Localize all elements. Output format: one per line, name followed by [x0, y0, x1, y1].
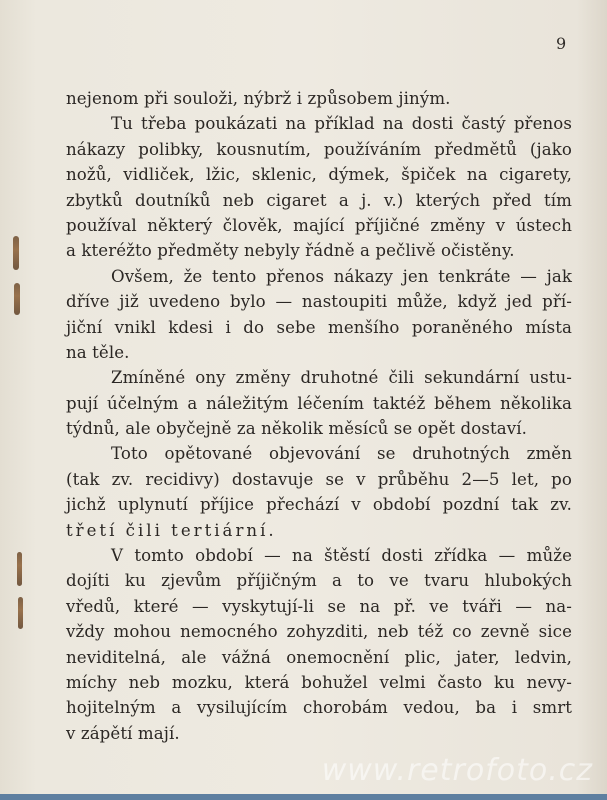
binding-stain — [14, 283, 20, 315]
text-line: nožů, vidliček, lžic, sklenic, dýmek, špiček na cigarety, — [66, 165, 572, 185]
text-line: v zápětí mají. — [66, 723, 180, 743]
text-line: míchy neb mozku, která bohužel velmi často ku nevy- — [66, 672, 572, 692]
text-line: Toto opětované objevování se druhotných změn — [111, 444, 572, 464]
text-line: Tu třeba poukázati na příklad na dosti častý přenos — [111, 114, 572, 134]
body-text — [66, 86, 572, 746]
page-number: 9 — [556, 34, 567, 53]
text-line: nákazy polibky, kousnutím, používáním předmětů (jako — [66, 139, 572, 159]
text-line: V tomto období — na štěstí dosti zřídka — může — [111, 546, 572, 566]
text-line: vředů, které — vyskytují-li se na př. ve tváři — na- — [66, 596, 572, 616]
text-line: dříve již uvedeno bylo — nastoupiti může, když jed pří- — [66, 292, 572, 312]
text-line: pují účelným a náležitým léčením taktéž během několika — [66, 393, 572, 413]
text-line: týdnů, ale obyčejně za několik měsíců se opět dostaví. — [66, 419, 527, 439]
text-line: Zmíněné ony změny druhotné čili sekundární ustu- — [111, 368, 572, 388]
watermark: www.retrofoto.cz — [321, 753, 593, 788]
text-line: vždy mohou nemocného zohyzditi, neb též co zevně sice — [66, 622, 572, 642]
text-line: používal některý člověk, mající příjičné změny v ústech — [66, 215, 572, 235]
text-line: a kteréžto předměty nebyly řádně a pečlivě očistěny. — [66, 241, 515, 261]
text-line: jiční vnikl kdesi i do sebe menšího poraněného místa — [66, 317, 572, 337]
text-line: (tak zv. recidivy) dostavuje se v průběhu 2—5 let, po — [66, 469, 572, 489]
text-line: dojíti ku zjevům příjičným a to ve tvaru hlubokých — [66, 571, 572, 591]
page-bottom-edge — [0, 794, 607, 800]
text-line: Ovšem, že tento přenos nákazy jen tenkráte — jak — [111, 266, 572, 286]
binding-stain — [13, 236, 19, 270]
binding-stain — [18, 597, 23, 629]
text-line: třetí čili tertiární. — [66, 520, 277, 540]
text-line: jichž uplynutí příjice přechází v období pozdní tak zv. — [66, 495, 572, 515]
text-line: hojitelným a vysilujícím chorobám vedou, ba i smrt — [66, 698, 572, 718]
text-line: neviditelná, ale vážná onemocnění plic, jater, ledvin, — [66, 647, 572, 667]
text-line: nejenom při souloži, nýbrž i způsobem jiným. — [66, 89, 451, 108]
text-line: zbytků doutníků neb cigaret a j. v.) kterých před tím — [66, 190, 572, 210]
text-line: na těle. — [66, 342, 130, 362]
binding-stain — [17, 552, 22, 586]
